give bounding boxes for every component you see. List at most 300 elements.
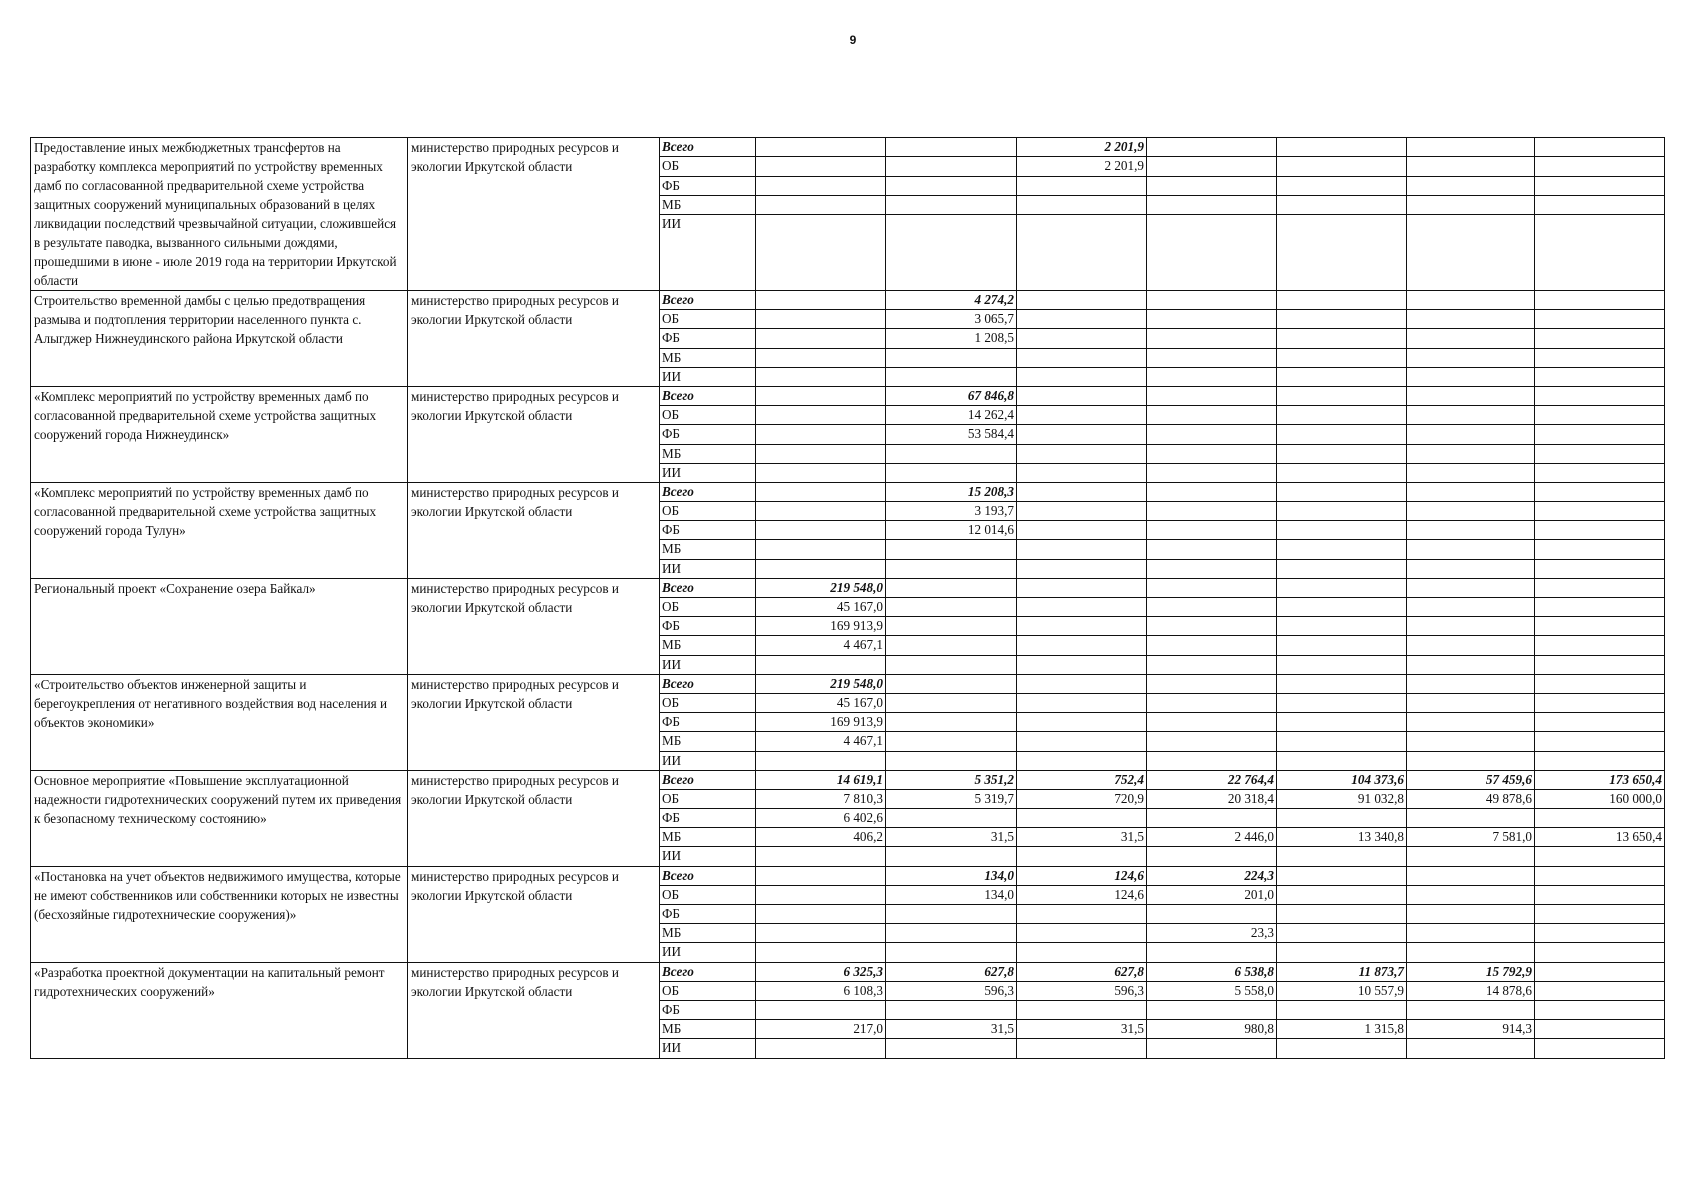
amount-cell bbox=[756, 367, 886, 386]
amount-cell bbox=[1407, 636, 1535, 655]
amount-cell: 49 878,6 bbox=[1407, 789, 1535, 808]
amount-cell bbox=[1535, 1000, 1665, 1019]
amount-cell bbox=[1277, 215, 1407, 291]
amount-cell: 3 065,7 bbox=[886, 310, 1017, 329]
amount-cell bbox=[1147, 176, 1277, 195]
responsible-executor-cell: министерство природных ресурсов и экологии Иркутской области bbox=[408, 962, 660, 1058]
amount-cell bbox=[756, 847, 886, 866]
funding-source-cell: ОБ bbox=[660, 981, 756, 1000]
budget-table bbox=[30, 137, 1665, 1059]
amount-cell: 720,9 bbox=[1017, 789, 1147, 808]
funding-source-cell: МБ bbox=[660, 732, 756, 751]
amount-cell bbox=[886, 732, 1017, 751]
amount-cell bbox=[1535, 981, 1665, 1000]
amount-cell bbox=[1147, 655, 1277, 674]
amount-cell bbox=[886, 444, 1017, 463]
amount-cell: 4 274,2 bbox=[886, 291, 1017, 310]
amount-cell: 219 548,0 bbox=[756, 674, 886, 693]
amount-cell bbox=[1535, 674, 1665, 693]
amount-cell bbox=[1147, 291, 1277, 310]
amount-cell bbox=[1535, 482, 1665, 501]
funding-source-cell: МБ bbox=[660, 195, 756, 214]
amount-cell bbox=[756, 655, 886, 674]
amount-cell bbox=[1017, 924, 1147, 943]
amount-cell bbox=[1535, 425, 1665, 444]
amount-cell bbox=[1017, 809, 1147, 828]
amount-cell bbox=[1407, 674, 1535, 693]
funding-source-cell: ИИ bbox=[660, 847, 756, 866]
amount-cell: 5 319,7 bbox=[886, 789, 1017, 808]
funding-source-cell: ИИ bbox=[660, 943, 756, 962]
amount-cell bbox=[1147, 425, 1277, 444]
amount-cell bbox=[1535, 809, 1665, 828]
amount-cell bbox=[1277, 195, 1407, 214]
amount-cell bbox=[1277, 674, 1407, 693]
funding-source-cell: ОБ bbox=[660, 693, 756, 712]
amount-cell: 627,8 bbox=[886, 962, 1017, 981]
amount-cell bbox=[1147, 521, 1277, 540]
amount-cell bbox=[1407, 598, 1535, 617]
amount-cell bbox=[1017, 176, 1147, 195]
amount-cell bbox=[1147, 905, 1277, 924]
funding-source-cell: Всего bbox=[660, 386, 756, 405]
amount-cell bbox=[1147, 578, 1277, 597]
amount-cell: 2 201,9 bbox=[1017, 157, 1147, 176]
amount-cell bbox=[1277, 444, 1407, 463]
amount-cell: 3 193,7 bbox=[886, 502, 1017, 521]
activity-name-cell: «Постановка на учет объектов недвижимого имущества, которые не имеют собственников или собственники которых не известны (бесхозяйные гидротехнические сооружения)» bbox=[31, 866, 408, 962]
amount-cell bbox=[1535, 310, 1665, 329]
amount-cell bbox=[1535, 559, 1665, 578]
amount-cell bbox=[886, 1000, 1017, 1019]
amount-cell bbox=[886, 905, 1017, 924]
amount-cell bbox=[1407, 425, 1535, 444]
amount-cell bbox=[1017, 693, 1147, 712]
amount-cell bbox=[1535, 540, 1665, 559]
amount-cell bbox=[1277, 138, 1407, 157]
amount-cell bbox=[756, 463, 886, 482]
amount-cell bbox=[1147, 540, 1277, 559]
funding-source-cell: ОБ bbox=[660, 598, 756, 617]
amount-cell: 13 340,8 bbox=[1277, 828, 1407, 847]
amount-cell: 160 000,0 bbox=[1535, 789, 1665, 808]
amount-cell bbox=[1147, 713, 1277, 732]
amount-cell bbox=[756, 885, 886, 904]
amount-cell bbox=[756, 215, 886, 291]
amount-cell bbox=[1147, 636, 1277, 655]
amount-cell bbox=[1535, 406, 1665, 425]
amount-cell: 31,5 bbox=[886, 1020, 1017, 1039]
amount-cell bbox=[1535, 502, 1665, 521]
budget-table-body bbox=[31, 138, 1665, 1059]
amount-cell bbox=[1277, 905, 1407, 924]
amount-cell: 6 538,8 bbox=[1147, 962, 1277, 981]
responsible-executor-cell: министерство природных ресурсов и экологии Иркутской области bbox=[408, 386, 660, 482]
amount-cell: 627,8 bbox=[1017, 962, 1147, 981]
funding-source-cell: ОБ bbox=[660, 310, 756, 329]
amount-cell bbox=[1277, 348, 1407, 367]
amount-cell bbox=[756, 943, 886, 962]
amount-cell bbox=[1277, 1039, 1407, 1058]
amount-cell bbox=[1147, 751, 1277, 770]
amount-cell bbox=[1017, 463, 1147, 482]
amount-cell bbox=[1535, 444, 1665, 463]
amount-cell: 134,0 bbox=[886, 885, 1017, 904]
amount-cell bbox=[1535, 655, 1665, 674]
amount-cell bbox=[756, 291, 886, 310]
amount-cell bbox=[886, 674, 1017, 693]
amount-cell bbox=[1147, 943, 1277, 962]
amount-cell bbox=[1535, 1020, 1665, 1039]
activity-name-cell: Региональный проект «Сохранение озера Байкал» bbox=[31, 578, 408, 674]
amount-cell bbox=[1535, 1039, 1665, 1058]
amount-cell bbox=[1535, 847, 1665, 866]
amount-cell: 134,0 bbox=[886, 866, 1017, 885]
funding-source-cell: ИИ bbox=[660, 215, 756, 291]
funding-source-cell: Всего bbox=[660, 291, 756, 310]
amount-cell bbox=[1147, 444, 1277, 463]
funding-source-cell: МБ bbox=[660, 444, 756, 463]
amount-cell: 224,3 bbox=[1147, 866, 1277, 885]
amount-cell bbox=[1277, 732, 1407, 751]
amount-cell bbox=[756, 924, 886, 943]
funding-source-cell: ОБ bbox=[660, 157, 756, 176]
amount-cell bbox=[1147, 406, 1277, 425]
amount-cell bbox=[886, 348, 1017, 367]
amount-cell: 217,0 bbox=[756, 1020, 886, 1039]
amount-cell bbox=[1147, 674, 1277, 693]
amount-cell bbox=[1147, 329, 1277, 348]
amount-cell bbox=[1407, 1039, 1535, 1058]
amount-cell: 169 913,9 bbox=[756, 617, 886, 636]
amount-cell bbox=[1407, 386, 1535, 405]
amount-cell bbox=[886, 157, 1017, 176]
responsible-executor-cell: министерство природных ресурсов и экологии Иркутской области bbox=[408, 138, 660, 291]
responsible-executor-cell: министерство природных ресурсов и экологии Иркутской области bbox=[408, 770, 660, 866]
funding-source-cell: Всего bbox=[660, 674, 756, 693]
amount-cell: 6 402,6 bbox=[756, 809, 886, 828]
amount-cell bbox=[886, 924, 1017, 943]
amount-cell bbox=[1407, 521, 1535, 540]
funding-source-cell: ИИ bbox=[660, 751, 756, 770]
block-total-row bbox=[31, 291, 1665, 310]
amount-cell bbox=[886, 809, 1017, 828]
block-total-row bbox=[31, 482, 1665, 501]
funding-source-cell: МБ bbox=[660, 636, 756, 655]
amount-cell bbox=[1407, 1000, 1535, 1019]
amount-cell bbox=[1147, 367, 1277, 386]
amount-cell: 11 873,7 bbox=[1277, 962, 1407, 981]
amount-cell bbox=[1407, 329, 1535, 348]
amount-cell: 169 913,9 bbox=[756, 713, 886, 732]
amount-cell: 219 548,0 bbox=[756, 578, 886, 597]
funding-source-cell: Всего bbox=[660, 138, 756, 157]
amount-cell bbox=[1277, 291, 1407, 310]
amount-cell: 31,5 bbox=[1017, 828, 1147, 847]
amount-cell bbox=[1147, 502, 1277, 521]
amount-cell: 2 446,0 bbox=[1147, 828, 1277, 847]
amount-cell bbox=[1407, 905, 1535, 924]
amount-cell: 5 351,2 bbox=[886, 770, 1017, 789]
amount-cell bbox=[1277, 636, 1407, 655]
amount-cell bbox=[756, 176, 886, 195]
amount-cell bbox=[1277, 655, 1407, 674]
amount-cell: 45 167,0 bbox=[756, 598, 886, 617]
activity-name-cell: «Строительство объектов инженерной защиты и берегоукрепления от негативного воздействия вод населения и объектов экономики» bbox=[31, 674, 408, 770]
amount-cell bbox=[1277, 502, 1407, 521]
amount-cell bbox=[1017, 482, 1147, 501]
funding-source-cell: ОБ bbox=[660, 502, 756, 521]
amount-cell bbox=[756, 138, 886, 157]
amount-cell bbox=[1535, 713, 1665, 732]
funding-source-cell: Всего bbox=[660, 578, 756, 597]
amount-cell: 4 467,1 bbox=[756, 636, 886, 655]
amount-cell bbox=[1407, 138, 1535, 157]
amount-cell bbox=[1407, 732, 1535, 751]
amount-cell bbox=[1407, 195, 1535, 214]
block-total-row bbox=[31, 962, 1665, 981]
funding-source-cell: ФБ bbox=[660, 521, 756, 540]
responsible-executor-cell: министерство природных ресурсов и экологии Иркутской области bbox=[408, 866, 660, 962]
funding-source-cell: ФБ bbox=[660, 905, 756, 924]
amount-cell bbox=[1407, 713, 1535, 732]
block-total-row bbox=[31, 578, 1665, 597]
amount-cell bbox=[886, 598, 1017, 617]
amount-cell: 1 315,8 bbox=[1277, 1020, 1407, 1039]
funding-source-cell: ОБ bbox=[660, 789, 756, 808]
amount-cell bbox=[1277, 924, 1407, 943]
amount-cell: 22 764,4 bbox=[1147, 770, 1277, 789]
amount-cell bbox=[1277, 598, 1407, 617]
amount-cell bbox=[756, 502, 886, 521]
amount-cell bbox=[1277, 559, 1407, 578]
funding-source-cell: Всего bbox=[660, 866, 756, 885]
amount-cell bbox=[756, 406, 886, 425]
amount-cell bbox=[1147, 348, 1277, 367]
amount-cell bbox=[886, 693, 1017, 712]
amount-cell: 914,3 bbox=[1407, 1020, 1535, 1039]
funding-source-cell: ФБ bbox=[660, 329, 756, 348]
funding-source-cell: ФБ bbox=[660, 617, 756, 636]
amount-cell bbox=[1535, 943, 1665, 962]
amount-cell bbox=[1535, 348, 1665, 367]
amount-cell bbox=[886, 138, 1017, 157]
amount-cell: 14 619,1 bbox=[756, 770, 886, 789]
amount-cell bbox=[1407, 540, 1535, 559]
amount-cell bbox=[1535, 291, 1665, 310]
amount-cell: 23,3 bbox=[1147, 924, 1277, 943]
amount-cell bbox=[1407, 291, 1535, 310]
block-total-row bbox=[31, 770, 1665, 789]
amount-cell bbox=[1017, 444, 1147, 463]
amount-cell bbox=[756, 866, 886, 885]
amount-cell bbox=[756, 386, 886, 405]
amount-cell bbox=[1407, 809, 1535, 828]
funding-source-cell: ИИ bbox=[660, 367, 756, 386]
amount-cell: 15 208,3 bbox=[886, 482, 1017, 501]
amount-cell bbox=[1147, 847, 1277, 866]
amount-cell bbox=[1535, 866, 1665, 885]
activity-name-cell: «Разработка проектной документации на капитальный ремонт гидротехнических сооружений» bbox=[31, 962, 408, 1058]
amount-cell: 104 373,6 bbox=[1277, 770, 1407, 789]
amount-cell bbox=[756, 1000, 886, 1019]
amount-cell bbox=[1407, 847, 1535, 866]
responsible-executor-cell: министерство природных ресурсов и экологии Иркутской области bbox=[408, 674, 660, 770]
amount-cell bbox=[1277, 367, 1407, 386]
amount-cell bbox=[756, 444, 886, 463]
amount-cell bbox=[1535, 732, 1665, 751]
amount-cell bbox=[1017, 386, 1147, 405]
amount-cell bbox=[1017, 655, 1147, 674]
amount-cell bbox=[1017, 1000, 1147, 1019]
amount-cell: 53 584,4 bbox=[886, 425, 1017, 444]
funding-source-cell: Всего bbox=[660, 770, 756, 789]
amount-cell bbox=[1017, 367, 1147, 386]
amount-cell bbox=[1277, 425, 1407, 444]
amount-cell: 20 318,4 bbox=[1147, 789, 1277, 808]
amount-cell bbox=[756, 540, 886, 559]
amount-cell bbox=[756, 425, 886, 444]
amount-cell: 15 792,9 bbox=[1407, 962, 1535, 981]
funding-source-cell: ФБ bbox=[660, 1000, 756, 1019]
amount-cell bbox=[886, 195, 1017, 214]
amount-cell bbox=[756, 482, 886, 501]
funding-source-cell: ФБ bbox=[660, 809, 756, 828]
amount-cell bbox=[886, 559, 1017, 578]
amount-cell bbox=[756, 310, 886, 329]
amount-cell bbox=[1017, 406, 1147, 425]
amount-cell bbox=[1017, 291, 1147, 310]
amount-cell: 596,3 bbox=[886, 981, 1017, 1000]
amount-cell: 14 262,4 bbox=[886, 406, 1017, 425]
amount-cell bbox=[886, 713, 1017, 732]
amount-cell bbox=[1017, 713, 1147, 732]
amount-cell bbox=[1147, 1000, 1277, 1019]
amount-cell bbox=[1535, 905, 1665, 924]
amount-cell bbox=[1277, 713, 1407, 732]
amount-cell bbox=[1277, 885, 1407, 904]
amount-cell bbox=[1277, 693, 1407, 712]
amount-cell: 6 108,3 bbox=[756, 981, 886, 1000]
responsible-executor-cell: министерство природных ресурсов и экологии Иркутской области bbox=[408, 482, 660, 578]
amount-cell: 10 557,9 bbox=[1277, 981, 1407, 1000]
funding-source-cell: ИИ bbox=[660, 655, 756, 674]
amount-cell bbox=[1147, 386, 1277, 405]
amount-cell bbox=[1277, 943, 1407, 962]
amount-cell bbox=[1535, 924, 1665, 943]
amount-cell bbox=[1147, 732, 1277, 751]
funding-source-cell: МБ bbox=[660, 1020, 756, 1039]
amount-cell bbox=[756, 521, 886, 540]
page-number: 9 bbox=[849, 33, 857, 47]
activity-name-cell: «Комплекс мероприятий по устройству временных дамб по согласованной предварительной схеме устройства защитных сооружений города Нижнеудинск» bbox=[31, 386, 408, 482]
amount-cell bbox=[1277, 751, 1407, 770]
amount-cell bbox=[1277, 540, 1407, 559]
amount-cell bbox=[1017, 559, 1147, 578]
amount-cell bbox=[1407, 406, 1535, 425]
funding-source-cell: МБ bbox=[660, 828, 756, 847]
amount-cell bbox=[1407, 924, 1535, 943]
amount-cell bbox=[1147, 310, 1277, 329]
amount-cell bbox=[886, 540, 1017, 559]
amount-cell bbox=[886, 617, 1017, 636]
amount-cell: 12 014,6 bbox=[886, 521, 1017, 540]
amount-cell bbox=[1407, 444, 1535, 463]
amount-cell: 124,6 bbox=[1017, 866, 1147, 885]
amount-cell bbox=[886, 578, 1017, 597]
amount-cell bbox=[1017, 636, 1147, 655]
block-total-row bbox=[31, 138, 1665, 157]
responsible-executor-cell: министерство природных ресурсов и экологии Иркутской области bbox=[408, 291, 660, 387]
amount-cell bbox=[1535, 962, 1665, 981]
funding-source-cell: МБ bbox=[660, 348, 756, 367]
amount-cell bbox=[1277, 157, 1407, 176]
amount-cell bbox=[756, 905, 886, 924]
amount-cell bbox=[1277, 847, 1407, 866]
amount-cell: 13 650,4 bbox=[1535, 828, 1665, 847]
funding-source-cell: ИИ bbox=[660, 1039, 756, 1058]
amount-cell bbox=[1147, 157, 1277, 176]
amount-cell bbox=[1535, 367, 1665, 386]
amount-cell bbox=[756, 559, 886, 578]
amount-cell bbox=[756, 1039, 886, 1058]
amount-cell bbox=[1277, 578, 1407, 597]
amount-cell bbox=[1147, 1039, 1277, 1058]
amount-cell bbox=[1147, 463, 1277, 482]
amount-cell: 173 650,4 bbox=[1535, 770, 1665, 789]
amount-cell: 596,3 bbox=[1017, 981, 1147, 1000]
amount-cell bbox=[1147, 138, 1277, 157]
amount-cell bbox=[1535, 885, 1665, 904]
amount-cell bbox=[1407, 617, 1535, 636]
amount-cell bbox=[756, 329, 886, 348]
amount-cell bbox=[1277, 463, 1407, 482]
amount-cell bbox=[1535, 693, 1665, 712]
amount-cell bbox=[1147, 215, 1277, 291]
amount-cell bbox=[1277, 1000, 1407, 1019]
amount-cell: 31,5 bbox=[886, 828, 1017, 847]
amount-cell bbox=[1535, 195, 1665, 214]
amount-cell bbox=[1017, 425, 1147, 444]
amount-cell: 67 846,8 bbox=[886, 386, 1017, 405]
amount-cell bbox=[1277, 406, 1407, 425]
funding-source-cell: ОБ bbox=[660, 406, 756, 425]
amount-cell bbox=[1407, 482, 1535, 501]
amount-cell bbox=[1017, 195, 1147, 214]
block-total-row bbox=[31, 866, 1665, 885]
amount-cell bbox=[1017, 578, 1147, 597]
amount-cell bbox=[1147, 559, 1277, 578]
amount-cell bbox=[1017, 502, 1147, 521]
amount-cell bbox=[1535, 598, 1665, 617]
amount-cell bbox=[1407, 559, 1535, 578]
amount-cell bbox=[1017, 521, 1147, 540]
amount-cell: 7 581,0 bbox=[1407, 828, 1535, 847]
amount-cell bbox=[1535, 617, 1665, 636]
amount-cell: 2 201,9 bbox=[1017, 138, 1147, 157]
amount-cell bbox=[1147, 617, 1277, 636]
amount-cell bbox=[1535, 329, 1665, 348]
funding-source-cell: ФБ bbox=[660, 176, 756, 195]
amount-cell: 4 467,1 bbox=[756, 732, 886, 751]
amount-cell bbox=[756, 157, 886, 176]
funding-source-cell: ОБ bbox=[660, 885, 756, 904]
amount-cell bbox=[886, 943, 1017, 962]
amount-cell bbox=[1407, 655, 1535, 674]
funding-source-cell: МБ bbox=[660, 540, 756, 559]
amount-cell bbox=[1277, 310, 1407, 329]
amount-cell bbox=[1277, 386, 1407, 405]
